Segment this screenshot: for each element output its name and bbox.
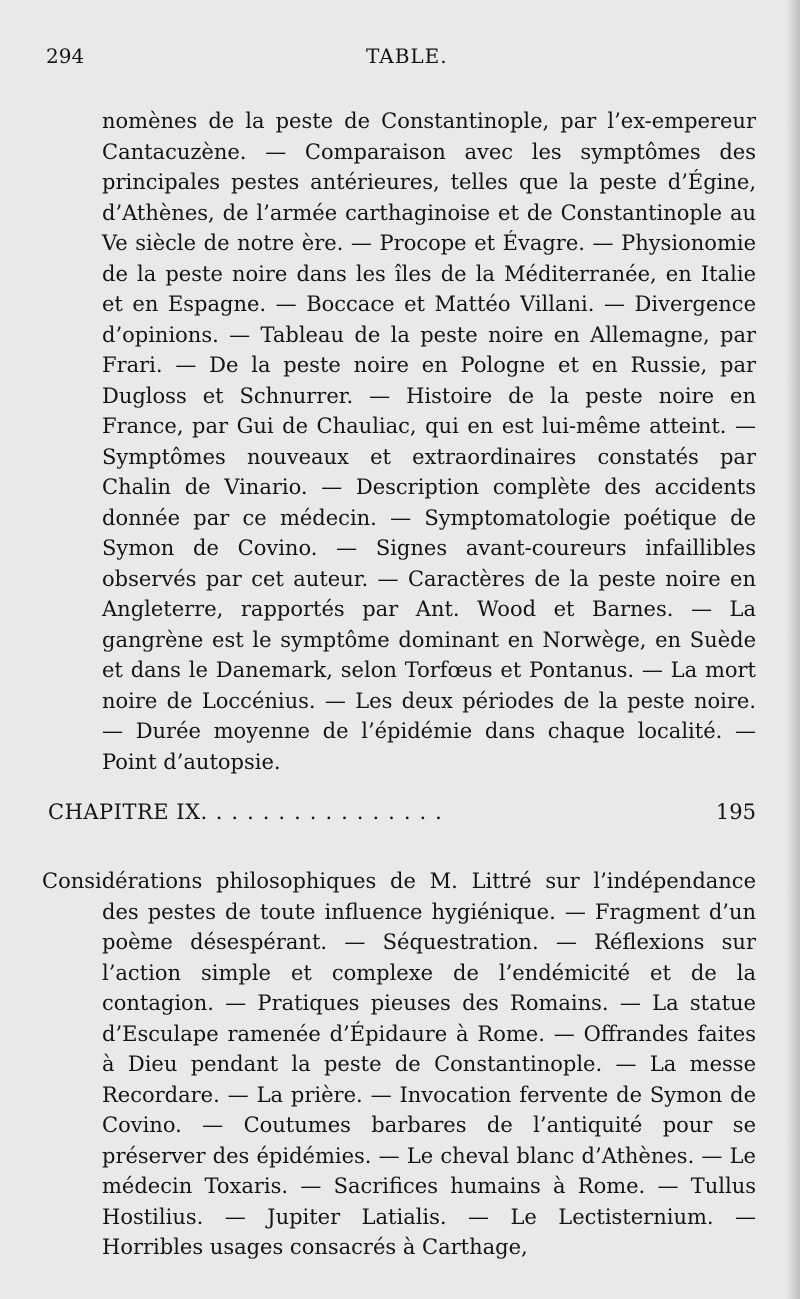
table-entry-continued [102,85,756,798]
entry-text: Considérations philosophiques de M. Littré sur l’indépendance des pestes de toute influence hygiénique. — Fragment d’un poème désespérant. — Séquestration. — Réflexions sur l’action simple et complexe de l’endémicité et de la contagion. — Pratiques pieuses des Romains. — La statue d’Esculape ramenée d’Épidaure à Rome. — Offrandes faites à Dieu pendant la peste de Constantinople. — La messe Recordare. — La prière. — Invocation fervente de Symon de Covino. — Coutumes barbares de l’antiquité pour se préserver des épidémies. — Le cheval blanc d’Athènes. — Le médecin Toxaris. — Sacrifices humains à Rome. — Tullus Hostilius. — Jupiter Latialis. — Le Lectisternium. — Horribles usages consacrés à Carthage, [42,869,756,1259]
page-edge [786,0,800,1299]
chapter-heading [48,800,756,834]
chapter-page-number: 195 [715,800,756,824]
page-number: 294 [46,44,85,68]
running-title: TABLE. [366,44,448,68]
dot-leader: ............... [215,800,451,824]
table-entry-chapter-ix [42,845,756,1284]
entry-text: nomènes de la peste de Constantinople, par l’ex-empereur Cantacuzène. — Comparaison avec les symptômes des principales pestes antérieures, telles que la peste d’Égine, d’Athènes, de l’armée carthaginoise et de Constantinople au Ve siècle de notre ère. — Procope et Évagre. — Physionomie de la peste noire dans les îles de la Méditerranée, en Italie et en Espagne. — Boccace et Mattéo Villani. — Divergence d’opinions. — Tableau de la peste noire en Allemagne, par Frari. — De la peste noire en Pologne et en Russie, par Dugloss et Schnurrer. — Histoire de la peste noire en France, par Gui de Chauliac, qui en est lui-même atteint. — Symptômes nouveaux et extraordinaires constatés par Chalin de Vinario. — Description complète des accidents donnée par ce médecin. — Symptomatologie poétique de Symon de Covino. — Signes avant-coureurs infaillibles observés par cet auteur. — Caractères de la peste noire en Angleterre, rapportés par Ant. Wood et Barnes. — La gangrène est le symptôme dominant en Norwège, en Suède et dans le Danemark, selon Torfœus et Pontanus. — La mort noire de Loccénius. — Les deux périodes de la peste noire. — Durée moyenne de l’épidémie dans chaque localité. — Point d’autopsie. [102,109,756,774]
chapter-label: CHAPITRE IX. [48,800,208,824]
running-head [0,44,800,74]
